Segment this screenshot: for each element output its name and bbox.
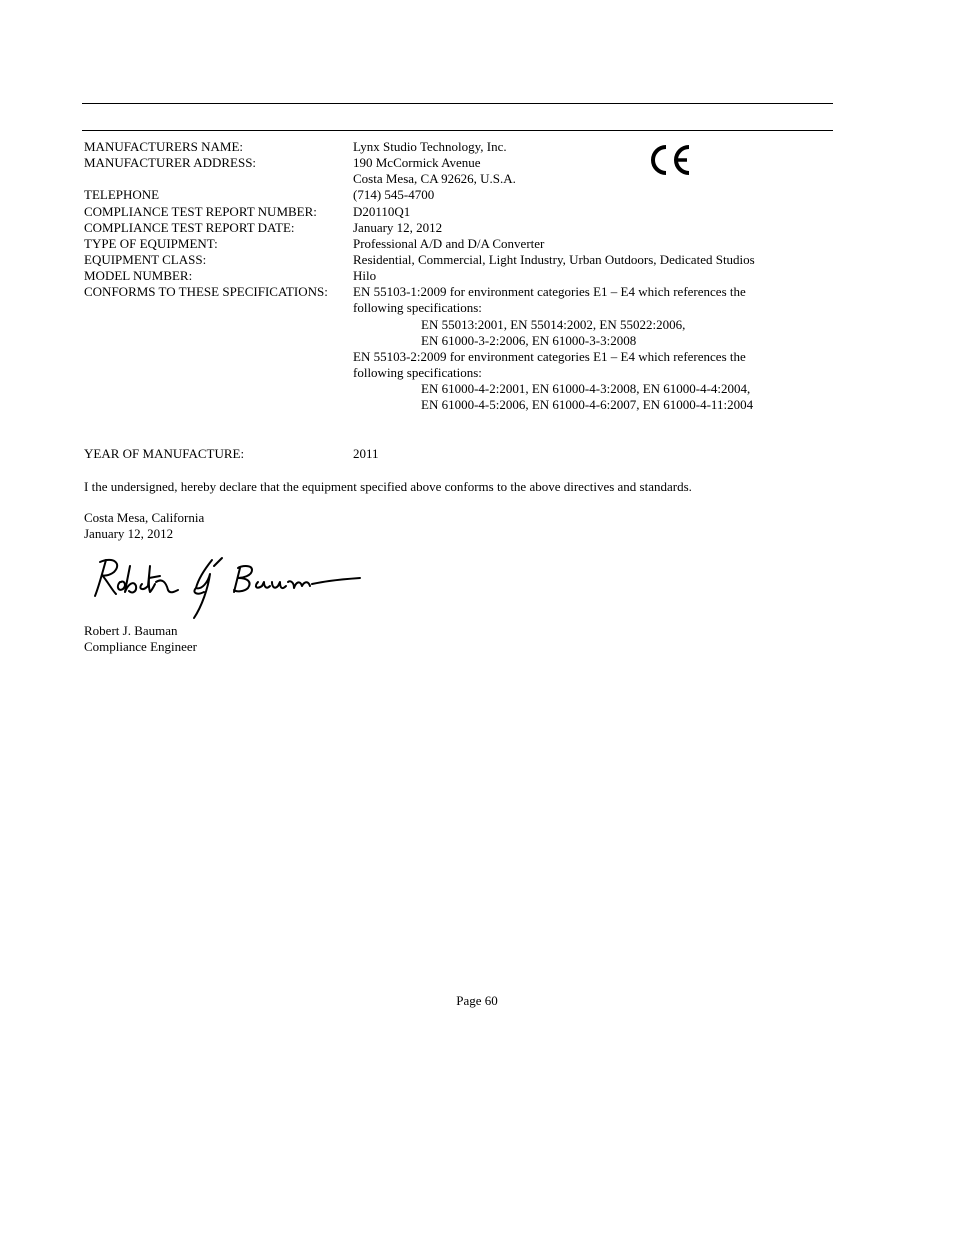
field-label: COMPLIANCE TEST REPORT DATE:	[84, 220, 295, 235]
declaration-statement: I the undersigned, hereby declare that the equipment specified above conforms to the above directives and standards.	[84, 479, 692, 494]
field-value: Residential, Commercial, Light Industry, Urban Outdoors, Dedicated Studios	[353, 252, 755, 267]
spec-2-continuation: following specifications:	[353, 365, 482, 380]
field-value: Professional A/D and D/A Converter	[353, 236, 545, 251]
spec-2-standards-line-2: EN 61000-4-5:2006, EN 61000-4-6:2007, EN 61000-4-11:2004	[421, 397, 754, 412]
field-label: MANUFACTURERS NAME:	[84, 139, 244, 154]
field-value: EN 55103-1:2009 for environment categories E1 – E4 which references the	[353, 284, 746, 299]
field-label: EQUIPMENT CLASS:	[84, 252, 207, 267]
page-number: Page 60	[456, 993, 498, 1008]
field-value: Hilo	[353, 268, 377, 283]
declaration-date: January 12, 2012	[84, 526, 174, 541]
section-rule	[82, 130, 833, 131]
field-value: Costa Mesa, CA 92626, U.S.A.	[353, 171, 516, 186]
field-label: TELEPHONE	[84, 187, 160, 202]
field-value: D20110Q1	[353, 204, 411, 219]
handwritten-signature-icon	[92, 552, 362, 624]
spec-1-standards-line-2: EN 61000-3-2:2006, EN 61000-3-3:2008	[421, 333, 637, 348]
field-label: YEAR OF MANUFACTURE:	[84, 446, 245, 461]
declaration-place: Costa Mesa, California	[84, 510, 205, 525]
signatory-name: Robert J. Bauman	[84, 623, 178, 638]
field-value: Lynx Studio Technology, Inc.	[353, 139, 507, 154]
field-label: MODEL NUMBER:	[84, 268, 193, 283]
field-value: January 12, 2012	[353, 220, 443, 235]
field-label: COMPLIANCE TEST REPORT NUMBER:	[84, 204, 317, 219]
spec-2: EN 55103-2:2009 for environment categories E1 – E4 which references the	[353, 349, 746, 364]
ce-mark-icon	[650, 143, 692, 177]
field-label: MANUFACTURER ADDRESS:	[84, 155, 257, 170]
top-rule	[82, 103, 833, 104]
field-label: TYPE OF EQUIPMENT:	[84, 236, 218, 251]
field-value: (714) 545-4700	[353, 187, 435, 202]
spec-2-standards-line-1: EN 61000-4-2:2001, EN 61000-4-3:2008, EN 61000-4-4:2004,	[421, 381, 751, 396]
field-label: CONFORMS TO THESE SPECIFICATIONS:	[84, 284, 328, 299]
field-value: 2011	[353, 446, 379, 461]
field-value: 190 McCormick Avenue	[353, 155, 481, 170]
signatory-title: Compliance Engineer	[84, 639, 197, 654]
spec-1-standards-line-1: EN 55013:2001, EN 55014:2002, EN 55022:2006,	[421, 317, 686, 332]
spec-1-continuation: following specifications:	[353, 300, 482, 315]
